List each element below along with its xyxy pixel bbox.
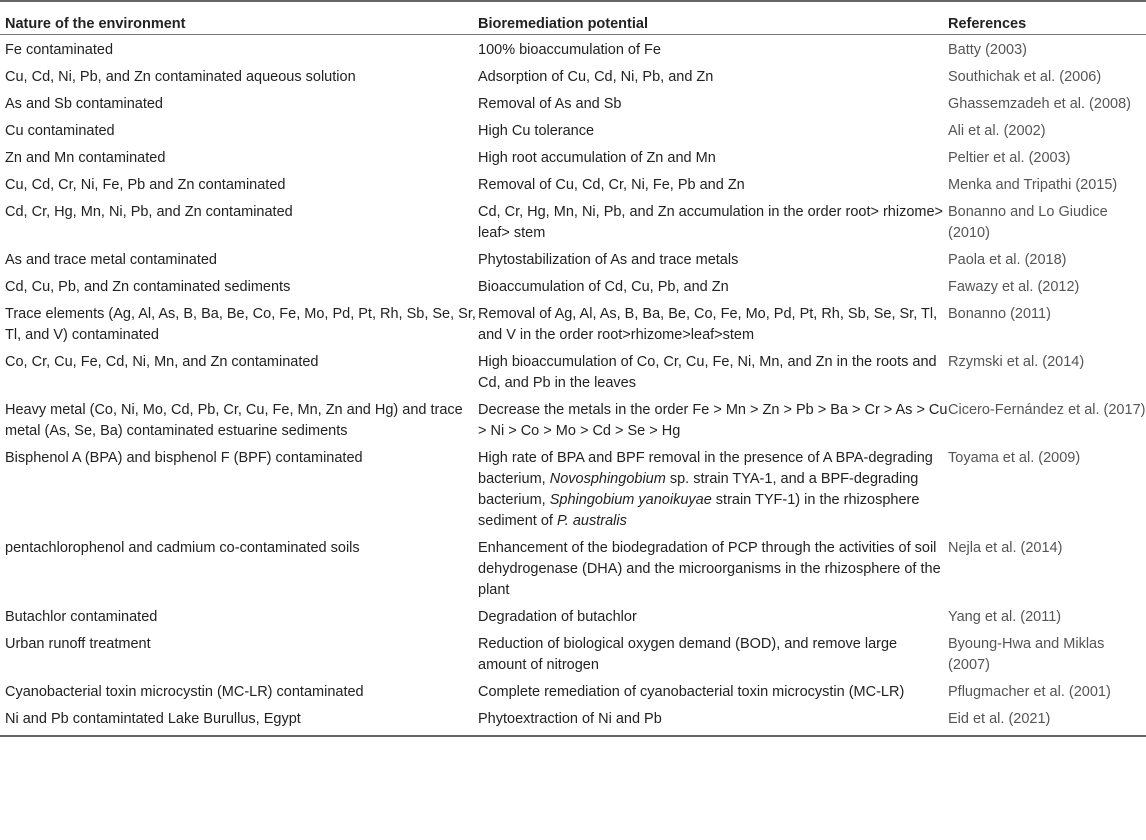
potential-cell: Degradation of butachlor [478, 609, 637, 625]
table-row [0, 395, 1146, 443]
reference-cell: Bonanno (2011) [948, 306, 1051, 322]
reference-cell: Eid et al. (2021) [948, 704, 1146, 736]
table-row [0, 170, 1146, 197]
env-cell: As and trace metal contaminated [5, 252, 217, 268]
env-cell: Cd, Cr, Hg, Mn, Ni, Pb, and Zn contaminated [5, 204, 293, 220]
header-potential: Bioremediation potential [478, 1, 948, 35]
header-environment: Nature of the environment [0, 1, 478, 35]
potential-cell: Bioaccumulation of Cd, Cu, Pb, and Zn [478, 279, 729, 295]
potential-cell: High Cu tolerance [478, 123, 595, 139]
table-row [0, 704, 1146, 736]
potential-cell: Adsorption of Cu, Cd, Ni, Pb, and Zn [478, 69, 714, 85]
potential-cell [478, 443, 948, 533]
table-row [0, 677, 1146, 704]
env-cell: Heavy metal (Co, Ni, Mo, Cd, Pb, Cr, Cu, Fe, Mn, Zn and Hg) and trace metal (As, Se, Ba) contaminated estuarine sediments [5, 402, 463, 439]
env-cell: Cyanobacterial toxin microcystin (MC-LR) contaminated [5, 684, 364, 700]
table-body [0, 35, 1146, 737]
potential-cell: Complete remediation of cyanobacterial toxin microcystin (MC-LR) [478, 684, 905, 700]
species-name: Novosphingobium [549, 471, 666, 487]
potential-text: strain TYF-1) in the rhizosphere sediment of [478, 492, 920, 529]
potential-cell: Phytoextraction of Ni and Pb [478, 704, 948, 736]
table-row [0, 62, 1146, 89]
potential-cell: Removal of As and Sb [478, 96, 622, 112]
reference-cell: Paola et al. (2018) [948, 252, 1067, 268]
potential-cell: Cd, Cr, Hg, Mn, Ni, Pb, and Zn accumulation in the order root> rhizome> leaf> stem [478, 204, 944, 241]
table-row [0, 245, 1146, 272]
table-header [0, 1, 1146, 35]
env-cell: Butachlor contaminated [5, 609, 158, 625]
species-name: P. australis [557, 513, 627, 529]
table-row [0, 629, 1146, 677]
reference-cell: Nejla et al. (2014) [948, 540, 1063, 556]
table-row [0, 347, 1146, 395]
table-row [0, 272, 1146, 299]
potential-cell: Enhancement of the biodegradation of PCP through the activities of soil dehydrogenase (DHA) and the microorganisms in the rhizosphere of the plant [478, 540, 941, 598]
potential-cell: High bioaccumulation of Co, Cr, Cu, Fe, Ni, Mn, and Zn in the roots and Cd, and Pb in the leaves [478, 354, 937, 391]
env-cell: Co, Cr, Cu, Fe, Cd, Ni, Mn, and Zn contaminated [5, 354, 319, 370]
reference-cell: Yang et al. (2011) [948, 609, 1062, 625]
env-cell: Cd, Cu, Pb, and Zn contaminated sediments [5, 279, 291, 295]
reference-cell: Menka and Tripathi (2015) [948, 177, 1118, 193]
reference-cell: Rzymski et al. (2014) [948, 354, 1085, 370]
reference-cell: Toyama et al. (2009) [948, 450, 1081, 466]
reference-cell: Batty (2003) [948, 42, 1027, 58]
reference-cell: Southichak et al. (2006) [948, 69, 1102, 85]
reference-cell: Ali et al. (2002) [948, 123, 1046, 139]
table-row [0, 197, 1146, 245]
table-row [0, 143, 1146, 170]
potential-cell: Decrease the metals in the order Fe > Mn > Zn > Pb > Ba > Cr > As > Cu > Ni > Co > Mo > Cd > Se > Hg [478, 402, 948, 439]
potential-cell: Reduction of biological oxygen demand (BOD), and remove large amount of nitrogen [478, 636, 898, 673]
reference-cell: Fawazy et al. (2012) [948, 279, 1080, 295]
env-cell: Zn and Mn contaminated [5, 150, 166, 166]
potential-cell: High root accumulation of Zn and Mn [478, 150, 716, 166]
potential-cell: Phytostabilization of As and trace metals [478, 252, 739, 268]
env-cell: As and Sb contaminated [5, 96, 163, 112]
species-name: Sphingobium yanoikuyae [549, 492, 712, 508]
header-references: References [948, 1, 1146, 35]
table-row [0, 299, 1146, 347]
table-row [0, 602, 1146, 629]
env-cell: Fe contaminated [5, 42, 114, 58]
env-cell: Cu, Cd, Ni, Pb, and Zn contaminated aqueous solution [5, 69, 356, 85]
reference-cell: Cicero-Fernández et al. (2017) [948, 402, 1146, 418]
env-cell: Urban runoff treatment [5, 636, 151, 652]
reference-cell: Bonanno and Lo Giudice (2010) [948, 204, 1108, 241]
table-row [0, 116, 1146, 143]
env-cell: Cu contaminated [5, 123, 115, 139]
header-row [0, 1, 1146, 35]
env-cell: Trace elements (Ag, Al, As, B, Ba, Be, Co, Fe, Mo, Pd, Pt, Rh, Sb, Se, Sr, Tl, and V) contaminated [5, 306, 476, 343]
reference-cell: Pflugmacher et al. (2001) [948, 684, 1111, 700]
env-cell: Ni and Pb contamintated Lake Burullus, Egypt [0, 704, 478, 736]
potential-cell: Removal of Ag, Al, As, B, Ba, Be, Co, Fe, Mo, Pd, Pt, Rh, Sb, Se, Sr, Tl, and V in the order root>rhizome>leaf>stem [478, 306, 938, 343]
table-row [0, 35, 1146, 63]
env-cell: Bisphenol A (BPA) and bisphenol F (BPF) contaminated [5, 450, 363, 466]
potential-cell: 100% bioaccumulation of Fe [478, 42, 661, 58]
table-row [0, 89, 1146, 116]
potential-text: sp. strain TYA-1, and a BPF-degrading bacterium, [478, 471, 919, 508]
table-row [0, 533, 1146, 602]
env-cell: pentachlorophenol and cadmium co-contaminated soils [5, 540, 360, 556]
env-cell: Cu, Cd, Cr, Ni, Fe, Pb and Zn contaminated [5, 177, 286, 193]
potential-cell: Removal of Cu, Cd, Cr, Ni, Fe, Pb and Zn [478, 177, 745, 193]
reference-cell: Peltier et al. (2003) [948, 150, 1071, 166]
potential-text: High rate of BPA and BPF removal in the presence of A BPA-degrading bacterium, [478, 450, 933, 487]
reference-cell: Byoung-Hwa and Miklas (2007) [948, 636, 1105, 673]
table-row [0, 443, 1146, 533]
reference-cell: Ghassemzadeh et al. (2008) [948, 96, 1131, 112]
